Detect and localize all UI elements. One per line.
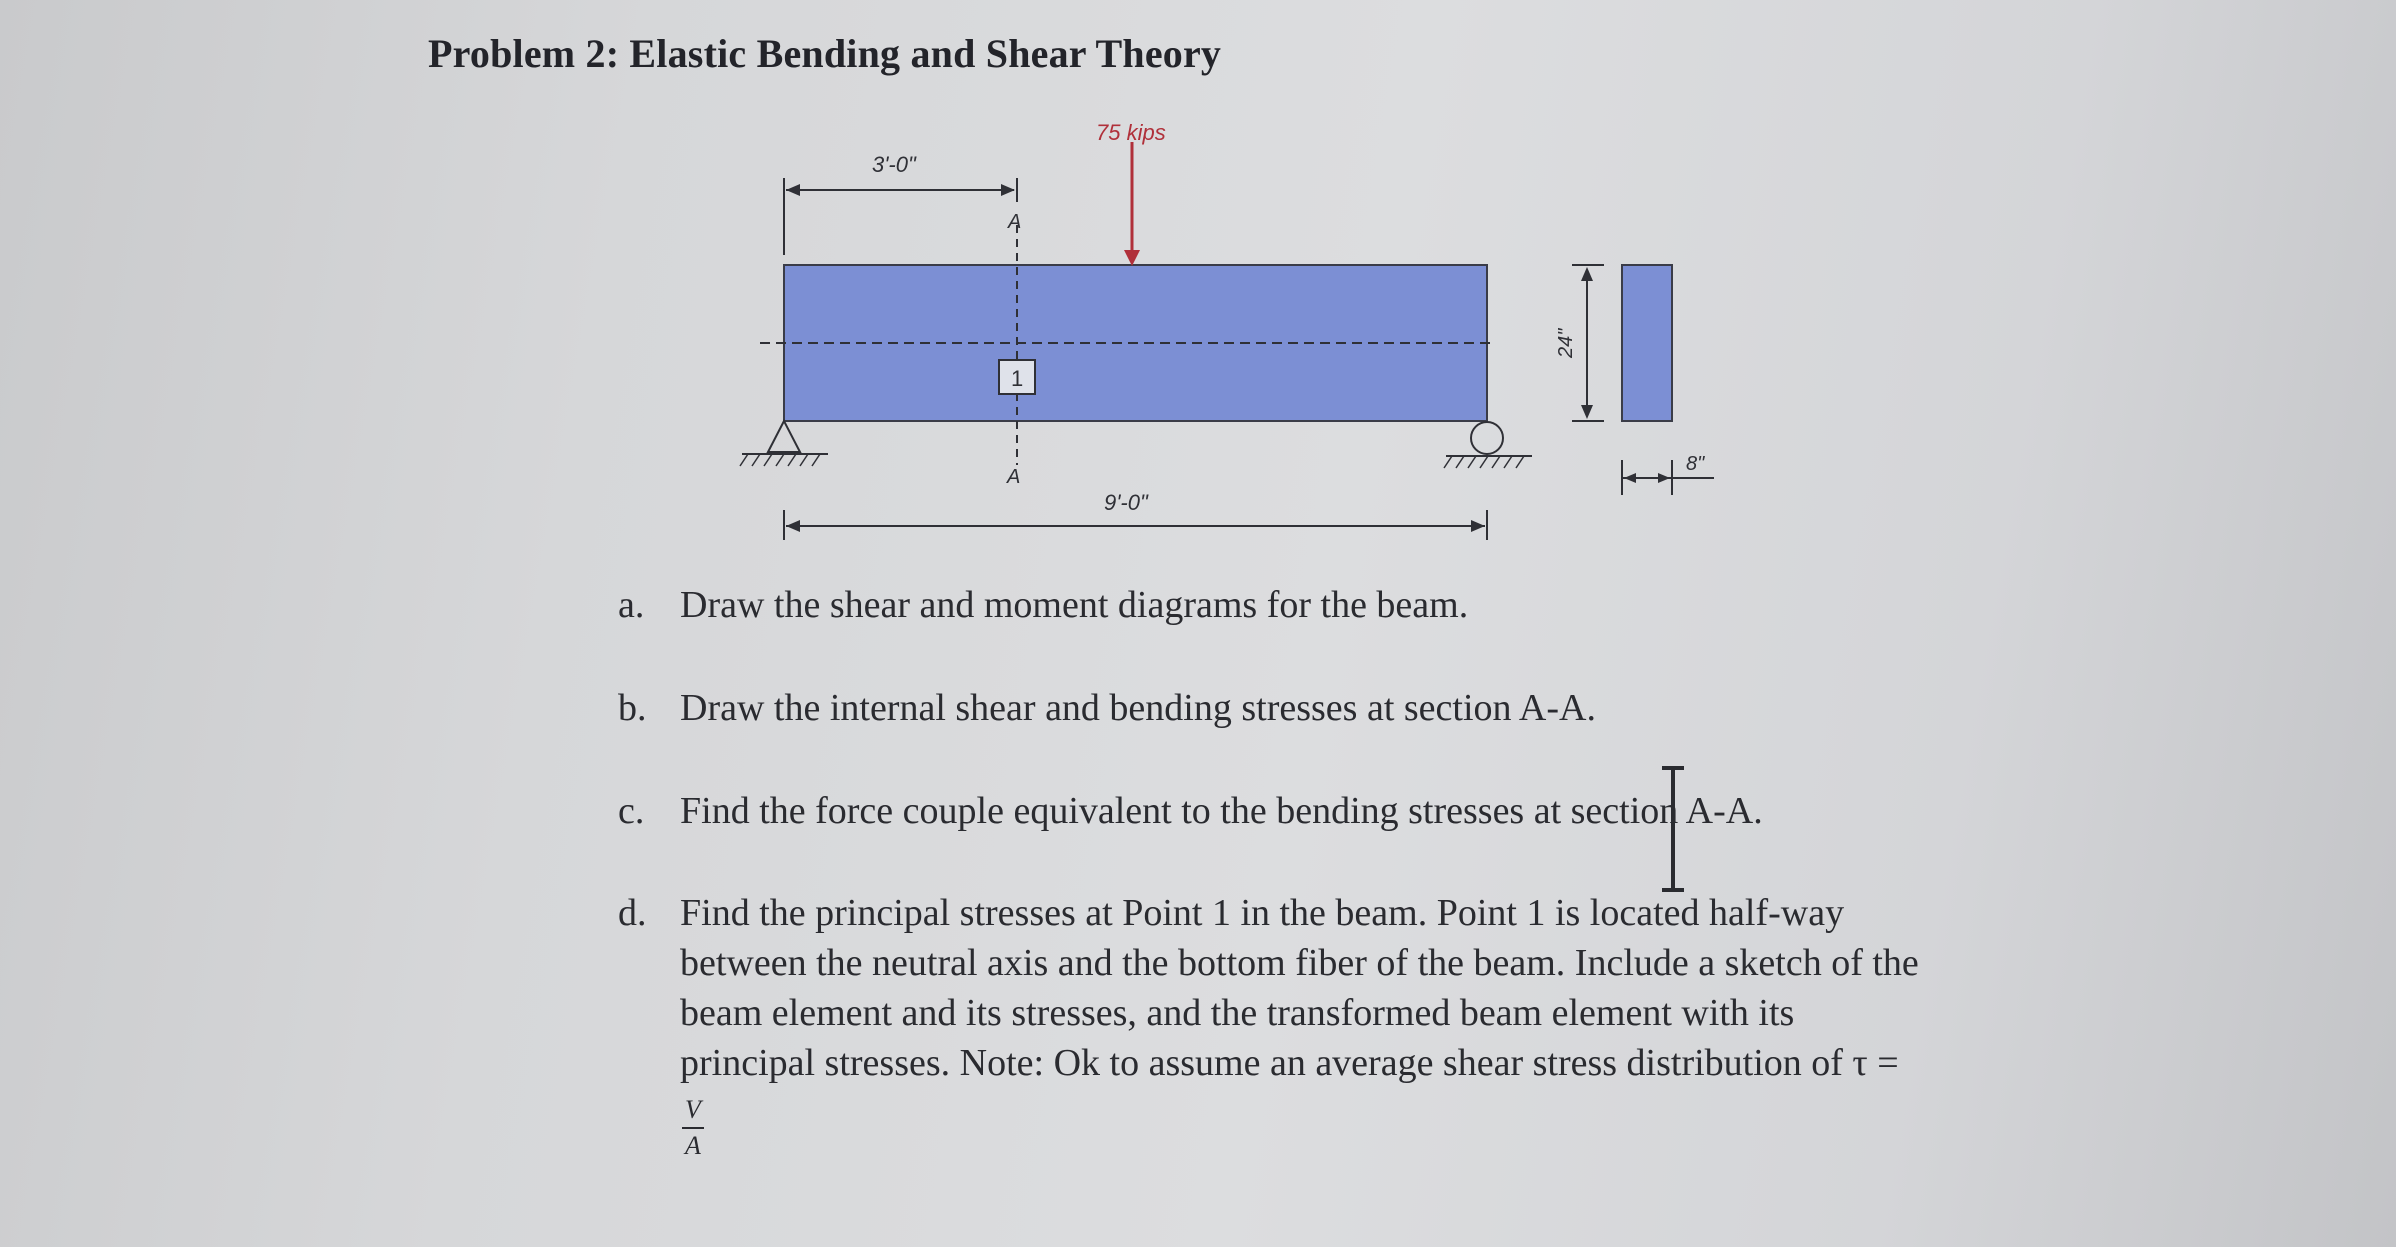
problem-title: Problem 2: Elastic Bending and Shear Theory xyxy=(428,31,1222,76)
text-cursor-icon xyxy=(1658,765,1688,895)
load-arrow-head xyxy=(1124,250,1140,266)
dim-width-arrow-b xyxy=(1658,473,1670,483)
dim-span-arrow-a xyxy=(786,520,800,532)
load-label: 75 kips xyxy=(1096,120,1166,145)
dim-left-arrow-b xyxy=(1001,184,1015,196)
roller-support xyxy=(1471,422,1503,454)
dim-depth-label: 24" xyxy=(1555,328,1577,358)
pin-ground-hatch xyxy=(740,454,820,466)
fraction-denominator: A xyxy=(685,1131,701,1160)
item-a-text: Draw the shear and moment diagrams for the beam. xyxy=(680,584,1469,626)
dim-span-label: 9'-0" xyxy=(1104,490,1148,515)
roller-ground-hatch xyxy=(1444,456,1524,468)
fraction-bar xyxy=(682,1127,704,1129)
item-c-text: Find the force couple equivalent to the bending stresses at section A-A. xyxy=(680,790,1763,832)
section-label-bottom: A xyxy=(1007,466,1021,488)
dim-depth-arrow-b xyxy=(1581,405,1593,419)
item-a-label: a. xyxy=(618,584,645,626)
item-b-text: Draw the internal shear and bending stresses at section A-A. xyxy=(680,687,1596,729)
dim-span-arrow-b xyxy=(1471,520,1485,532)
item-d-line-2: between the neutral axis and the bottom fiber of the beam. Include a sketch of the xyxy=(680,942,1919,984)
item-c-label: c. xyxy=(618,790,645,832)
dim-left-label: 3'-0" xyxy=(872,152,916,177)
item-b-label: b. xyxy=(618,687,647,729)
cross-section xyxy=(1622,265,1672,421)
item-d-line-4: principal stresses. Note: Ok to assume an average shear stress distribution of τ = xyxy=(680,1042,1899,1084)
section-label-top: A xyxy=(1008,211,1022,233)
dim-width-arrow-a xyxy=(1624,473,1636,483)
shear-fraction xyxy=(682,1095,704,1161)
point-1-label: 1 xyxy=(1011,366,1024,391)
pin-support xyxy=(768,421,800,452)
dim-left-arrow-a xyxy=(786,184,800,196)
beam-figure xyxy=(720,100,1780,550)
dim-depth-arrow-a xyxy=(1581,267,1593,281)
item-d-line-1: Find the principal stresses at Point 1 in the beam. Point 1 is located half-way xyxy=(680,892,1845,934)
fraction-numerator: V xyxy=(685,1095,701,1124)
item-d-line-3: beam element and its stresses, and the transformed beam element with its xyxy=(680,992,1795,1034)
item-d-label: d. xyxy=(618,892,647,934)
dim-width-label: 8" xyxy=(1686,453,1705,475)
